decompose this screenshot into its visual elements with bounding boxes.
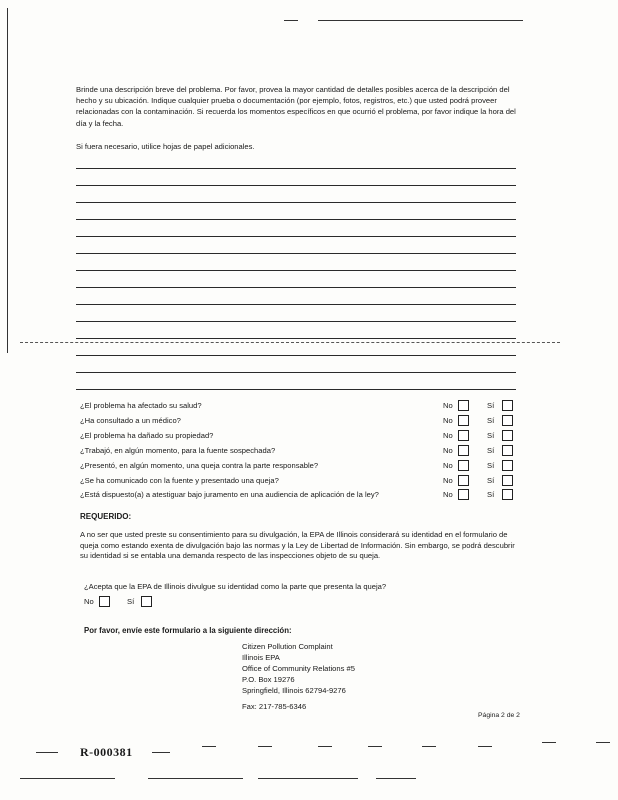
consent-question: ¿Acepta que la EPA de Illinois divulgue su identidad como la parte que presenta la queja? (84, 582, 387, 591)
intro-instructions: Brinde una descripción breve del problema. Por favor, provea la mayor cantidad de detalles posibles acerca de la descripción del hecho y su ubicación. Indique cualquier prueba o documentación (por ejemplo, fotos, registros, etc.) que usted podrá proveer relacionadas con la contaminación. Si recuerda los momentos específicos en que ocurrió el problema, por favor indique la hora del día y la fecha. (76, 85, 516, 128)
no-label: No (443, 416, 453, 425)
writing-line[interactable] (76, 202, 516, 203)
fax-number: Fax: 217-785-6346 (242, 702, 307, 711)
scan-mark (542, 742, 556, 743)
scan-mark (7, 8, 8, 353)
scan-mark (376, 778, 416, 779)
no-label: No (443, 446, 453, 455)
scan-mark (422, 746, 436, 747)
scan-mark (368, 746, 382, 747)
address-line: Illinois EPA (242, 652, 280, 662)
question-text: ¿Ha consultado a un médico? (80, 416, 181, 425)
scan-mark (36, 752, 58, 753)
address-line: P.O. Box 19276 (242, 674, 295, 684)
yes-label: Sí (487, 446, 495, 455)
consent-no-checkbox[interactable] (99, 596, 110, 607)
additional-paper-note: Si fuera necesario, utilice hojas de papel adicionales. (76, 142, 255, 151)
yes-label: Sí (487, 490, 495, 499)
scan-mark (258, 746, 272, 747)
consent-yes-checkbox[interactable] (141, 596, 152, 607)
no-checkbox[interactable] (458, 415, 469, 426)
writing-line[interactable] (76, 219, 516, 220)
question-text: ¿El problema ha dañado su propiedad? (80, 431, 214, 440)
no-checkbox[interactable] (458, 475, 469, 486)
no-checkbox[interactable] (458, 460, 469, 471)
writing-line[interactable] (76, 389, 516, 390)
scan-mark (148, 778, 243, 779)
writing-line[interactable] (76, 304, 516, 305)
yes-checkbox[interactable] (502, 430, 513, 441)
scan-streak (20, 342, 560, 343)
address-line: Citizen Pollution Complaint (242, 642, 333, 651)
yes-checkbox[interactable] (502, 460, 513, 471)
no-checkbox[interactable] (458, 445, 469, 456)
yes-label: Sí (487, 461, 495, 470)
mailing-address (242, 642, 355, 697)
yes-label: Sí (487, 476, 495, 485)
yes-checkbox[interactable] (502, 445, 513, 456)
send-instructions: Por favor, envíe este formulario a la siguiente dirección: (84, 626, 292, 635)
consent-yes-label: Sí (127, 597, 135, 606)
writing-line[interactable] (76, 372, 516, 373)
question-text: ¿Se ha comunicado con la fuente y presentado una queja? (80, 476, 279, 485)
scan-mark (478, 746, 492, 747)
yes-checkbox[interactable] (502, 400, 513, 411)
scan-mark (202, 746, 216, 747)
no-checkbox[interactable] (458, 430, 469, 441)
no-label: No (443, 476, 453, 485)
writing-line[interactable] (76, 338, 516, 339)
writing-line[interactable] (76, 355, 516, 356)
scan-mark (318, 20, 523, 21)
required-body: A no ser que usted preste su consentimiento para su divulgación, la EPA de Illinois considerará su identidad en el formulario de queja como estando exenta de divulgación bajo las normas y la Ley de Libertad de Información. Sin embargo, se podrá descubrir su identidad si se entabla una demanda respecto de las inspecciones objeto de su queja. (80, 530, 515, 561)
address-line: Springfield, Illinois 62794-9276 (242, 685, 346, 695)
scan-mark (596, 742, 610, 743)
no-label: No (443, 401, 453, 410)
question-text: ¿Trabajó, en algún momento, para la fuente sospechada? (80, 446, 276, 455)
writing-line[interactable] (76, 321, 516, 322)
writing-line[interactable] (76, 168, 516, 169)
yes-label: Sí (487, 416, 495, 425)
page-number: Página 2 de 2 (478, 712, 520, 719)
yes-label: Sí (487, 401, 495, 410)
writing-line[interactable] (76, 185, 516, 186)
scan-mark (318, 746, 332, 747)
required-title: REQUERIDO: (80, 512, 132, 521)
no-label: No (443, 490, 453, 499)
scan-mark (20, 778, 115, 779)
no-label: No (443, 431, 453, 440)
yes-checkbox[interactable] (502, 415, 513, 426)
scan-mark (152, 752, 170, 753)
scan-mark (284, 20, 298, 21)
address-line: Office of Community Relations #5 (242, 663, 355, 673)
yes-checkbox[interactable] (502, 489, 513, 500)
writing-line[interactable] (76, 236, 516, 237)
no-checkbox[interactable] (458, 489, 469, 500)
consent-no-label: No (84, 597, 94, 606)
writing-line[interactable] (76, 287, 516, 288)
question-text: ¿Está dispuesto(a) a atestiguar bajo juramento en una audiencia de aplicación de la ley? (80, 490, 379, 499)
writing-line[interactable] (76, 270, 516, 271)
yes-label: Sí (487, 431, 495, 440)
question-text: ¿Presentó, en algún momento, una queja contra la parte responsable? (80, 461, 319, 470)
scan-mark (258, 778, 358, 779)
question-text: ¿El problema ha afectado su salud? (80, 401, 202, 410)
no-checkbox[interactable] (458, 400, 469, 411)
writing-line[interactable] (76, 253, 516, 254)
no-label: No (443, 461, 453, 470)
bates-number: R-000381 (80, 745, 133, 759)
yes-checkbox[interactable] (502, 475, 513, 486)
